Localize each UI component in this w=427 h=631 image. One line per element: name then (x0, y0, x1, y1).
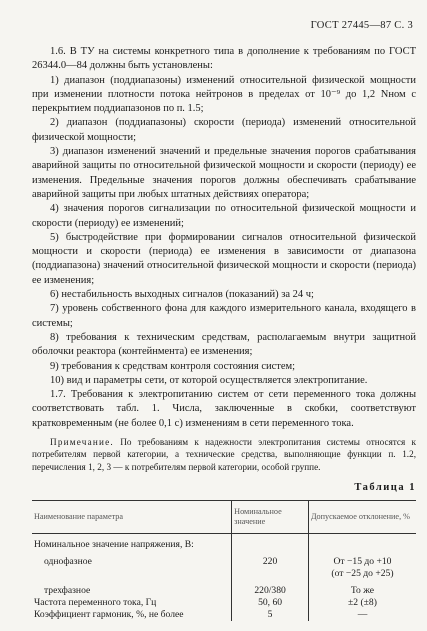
cell-deviation: От −15 до +10 (308, 551, 416, 568)
paragraph: 6) нестабильность выходных сигналов (показаний) за 24 ч; (50, 289, 314, 301)
cell-nominal: 5 (232, 609, 309, 621)
cell-parameter: Частота переменного тока, Гц (34, 596, 157, 608)
table-row (32, 597, 416, 609)
table-header-row (32, 500, 416, 533)
paragraph: 1.7. Требования к электропитанию систем от сети переменного тока должны соответствовать табл. 1. Числа, заключенные в скобки, соответствуют кратковременным (не более 0,1 с) изменениям в сети переменного тока. (32, 389, 416, 429)
cell-parameter: трехфазное (44, 584, 91, 596)
paragraph: 9) требования к средствам контроля состояния систем; (50, 360, 296, 372)
table-row (32, 580, 416, 597)
paragraph: 7) уровень собственного фона для каждого измерительного канала, входящего в системы; (32, 303, 416, 329)
cell-parameter: Коэффициент гармоник, %, не более (34, 608, 184, 620)
table-row (32, 533, 416, 551)
cell-parameter: Номинальное значение напряжения, В: (34, 538, 194, 550)
table-row (32, 551, 416, 568)
paragraph: 3) диапазон изменений значений и предельные значения порогов срабатывания аварийной защиты по относительной физической мощности и скорости (периоду) ее изменения. Предельные значения порогов должны обеспечивать срабатывание аварийной защиты при любых штатных действиях оператора; (32, 146, 416, 200)
cell-deviation: — (308, 609, 416, 621)
cell-nominal: 220/380 (232, 580, 309, 597)
paragraph: 4) значения порогов сигнализации по относительной физической мощности и скорости (периоду) ее изменений; (32, 203, 416, 229)
paragraph: 5) быстродействие при формировании сигналов относительной физической мощности и скорости (периода) ее изменения в зависимости от диапазона (поддиапазона) значений относительной физической мощности и скорости (периода) ее изменения; (32, 231, 416, 286)
note-label: Примечание. (50, 437, 114, 448)
cell-parameter (32, 568, 232, 580)
cell-nominal: 50, 60 (232, 597, 309, 609)
paragraph: 1) диапазон (поддиапазоны) изменений относительной физической мощности при изменении плотности потока нейтронов в пределах от 10⁻⁹ до 1,2 Nном с перекрытием поддиапазонов по п. 1.5; (32, 74, 416, 115)
cell-deviation: (от −25 до +25) (308, 568, 416, 580)
column-header-nominal: Номинальное значение (232, 500, 309, 533)
cell-nominal: 220 (232, 551, 309, 568)
table-row (32, 609, 416, 621)
cell-nominal (232, 568, 309, 580)
note (32, 436, 416, 473)
column-header-parameter: Наименование параметра (32, 500, 232, 533)
paragraph: 2) диапазон (поддиапазоны) скорости (периода) изменений относительной физической мощности; (32, 117, 416, 143)
table-title: Таблица 1 (354, 482, 416, 494)
paragraph: 8) требования к техническим средствам, располагаемым внутри защитной оболочки реактора (контейнмента) ее изменения; (32, 331, 416, 358)
paragraph: 1.6. В ТУ на системы конкретного типа в дополнение к требованиям по ГОСТ 26344.0—84 должны быть установлены: (32, 46, 416, 72)
page-header: ГОСТ 27445—87 С. 3 (310, 20, 413, 31)
column-header-deviation: Допускаемое отклонение, % (308, 500, 416, 533)
document-body (32, 45, 416, 621)
cell-parameter: однофазное (44, 555, 92, 567)
cell-deviation: ±2 (±8) (308, 597, 416, 609)
note-text: По требованиям к надежности электропитания системы относятся к потребителям первой категории, а технические средства, выполняющие функции п. 1.2, перечисления 1, 2, 3 — к потребителям первой категории, особой группе. (32, 437, 417, 472)
parameters-table (32, 500, 416, 621)
paragraph: 10) вид и параметры сети, от которой осуществляется электропитание. (50, 374, 368, 386)
cell-deviation: То же (308, 580, 416, 597)
cell-nominal (232, 533, 309, 551)
cell-deviation (308, 533, 416, 551)
table-row (32, 568, 416, 580)
